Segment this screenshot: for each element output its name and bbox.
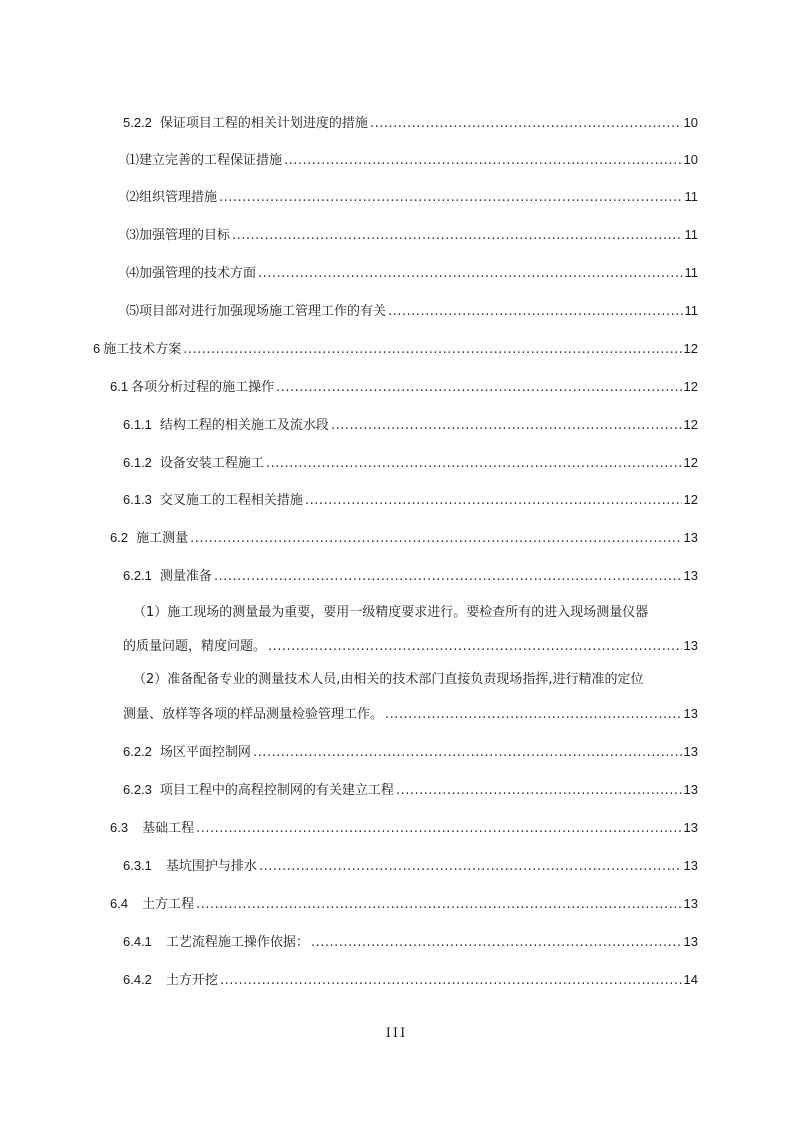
toc-entry-6[interactable]: 6 施工技术方案 ..... 12 <box>93 340 698 359</box>
toc-entry-6-2-2[interactable]: 6.2.2 场区平面控制网 ..... 13 <box>123 743 698 762</box>
toc-entry-item-2[interactable]: ⑵组织管理措施 ..... 11 <box>126 188 698 207</box>
toc-entry-6-2[interactable]: 6.2 施工测量 ..... 13 <box>110 529 698 548</box>
dot-leader <box>196 820 681 838</box>
dot-leader <box>385 706 682 724</box>
dot-leader <box>311 934 682 952</box>
dot-leader <box>232 227 682 245</box>
toc-entry-5-2-2[interactable]: 5.2.2 保证项目工程的相关计划进度的措施 ..... 10 <box>123 114 698 133</box>
toc-entry-6-1-3[interactable]: 6.1.3 交叉施工的工程相关措施 ..... 12 <box>123 491 698 510</box>
dot-leader <box>305 492 682 510</box>
dot-leader <box>183 341 681 359</box>
toc-entry-para-1-line-1: （1）施工现场的测量最为重要，要用一级精度要求进行。要检查所有的进入现场测量仪器 <box>133 605 649 620</box>
dot-leader <box>259 858 682 876</box>
toc-entry-para-1[interactable]: 的质量问题，精度问题。 ..... 13 <box>123 637 698 656</box>
toc-entry-item-3[interactable]: ⑶加强管理的目标 ..... 11 <box>126 226 698 245</box>
dot-leader <box>396 782 682 800</box>
toc-entry-item-4[interactable]: ⑷加强管理的技术方面 ..... 11 <box>126 264 698 283</box>
dot-leader <box>268 638 682 656</box>
dot-leader <box>214 568 682 586</box>
dot-leader <box>220 972 682 990</box>
dot-leader <box>219 189 682 207</box>
dot-leader <box>266 455 682 473</box>
dot-leader <box>196 896 681 914</box>
dot-leader <box>253 744 682 762</box>
dot-leader <box>331 417 682 435</box>
toc-entry-6-1[interactable]: 6.1 各项分析过程的施工操作 ..... 12 <box>110 378 698 397</box>
toc-entry-6-2-3[interactable]: 6.2.3 项目工程中的高程控制网的有关建立工程 ..... 13 <box>123 781 698 800</box>
toc-entry-item-1[interactable]: ⑴建立完善的工程保证措施 ..... 10 <box>126 151 698 170</box>
toc-entry-6-1-2[interactable]: 6.1.2 设备安装工程施工 ..... 12 <box>123 454 698 473</box>
toc-entry-item-5[interactable]: ⑸项目部对进行加强现场施工管理工作的有关 ..... 11 <box>126 302 698 321</box>
dot-leader <box>370 115 682 133</box>
dot-leader <box>258 265 682 283</box>
toc-entry-6-4-1[interactable]: 6.4.1 工艺流程施工操作依据： ..... 13 <box>123 933 698 952</box>
toc-entry-6-4[interactable]: 6.4 土方工程 ..... 13 <box>110 895 698 914</box>
page-number-footer: III <box>385 1026 408 1041</box>
toc-entry-para-2[interactable]: 测量、放样等各项的样品测量检验管理工作。 ..... 13 <box>123 705 698 724</box>
toc-entry-6-4-2[interactable]: 6.4.2 土方开挖 ..... 14 <box>123 971 698 990</box>
dot-leader <box>276 379 681 397</box>
toc-entry-6-3[interactable]: 6.3 基础工程 ..... 13 <box>110 819 698 838</box>
toc-entry-6-2-1[interactable]: 6.2.1 测量准备 ..... 13 <box>123 567 698 586</box>
toc-entry-6-1-1[interactable]: 6.1.1 结构工程的相关施工及流水段 ..... 12 <box>123 416 698 435</box>
dot-leader <box>190 530 681 548</box>
dot-leader <box>284 152 682 170</box>
toc-entry-para-2-line-1: （2）准备配备专业的测量技术人员,由相关的技术部门直接负责现场指挥,进行精准的定位 <box>133 672 644 687</box>
toc-entry-6-3-1[interactable]: 6.3.1 基坑围护与排水 ..... 13 <box>123 857 698 876</box>
dot-leader <box>388 303 682 321</box>
